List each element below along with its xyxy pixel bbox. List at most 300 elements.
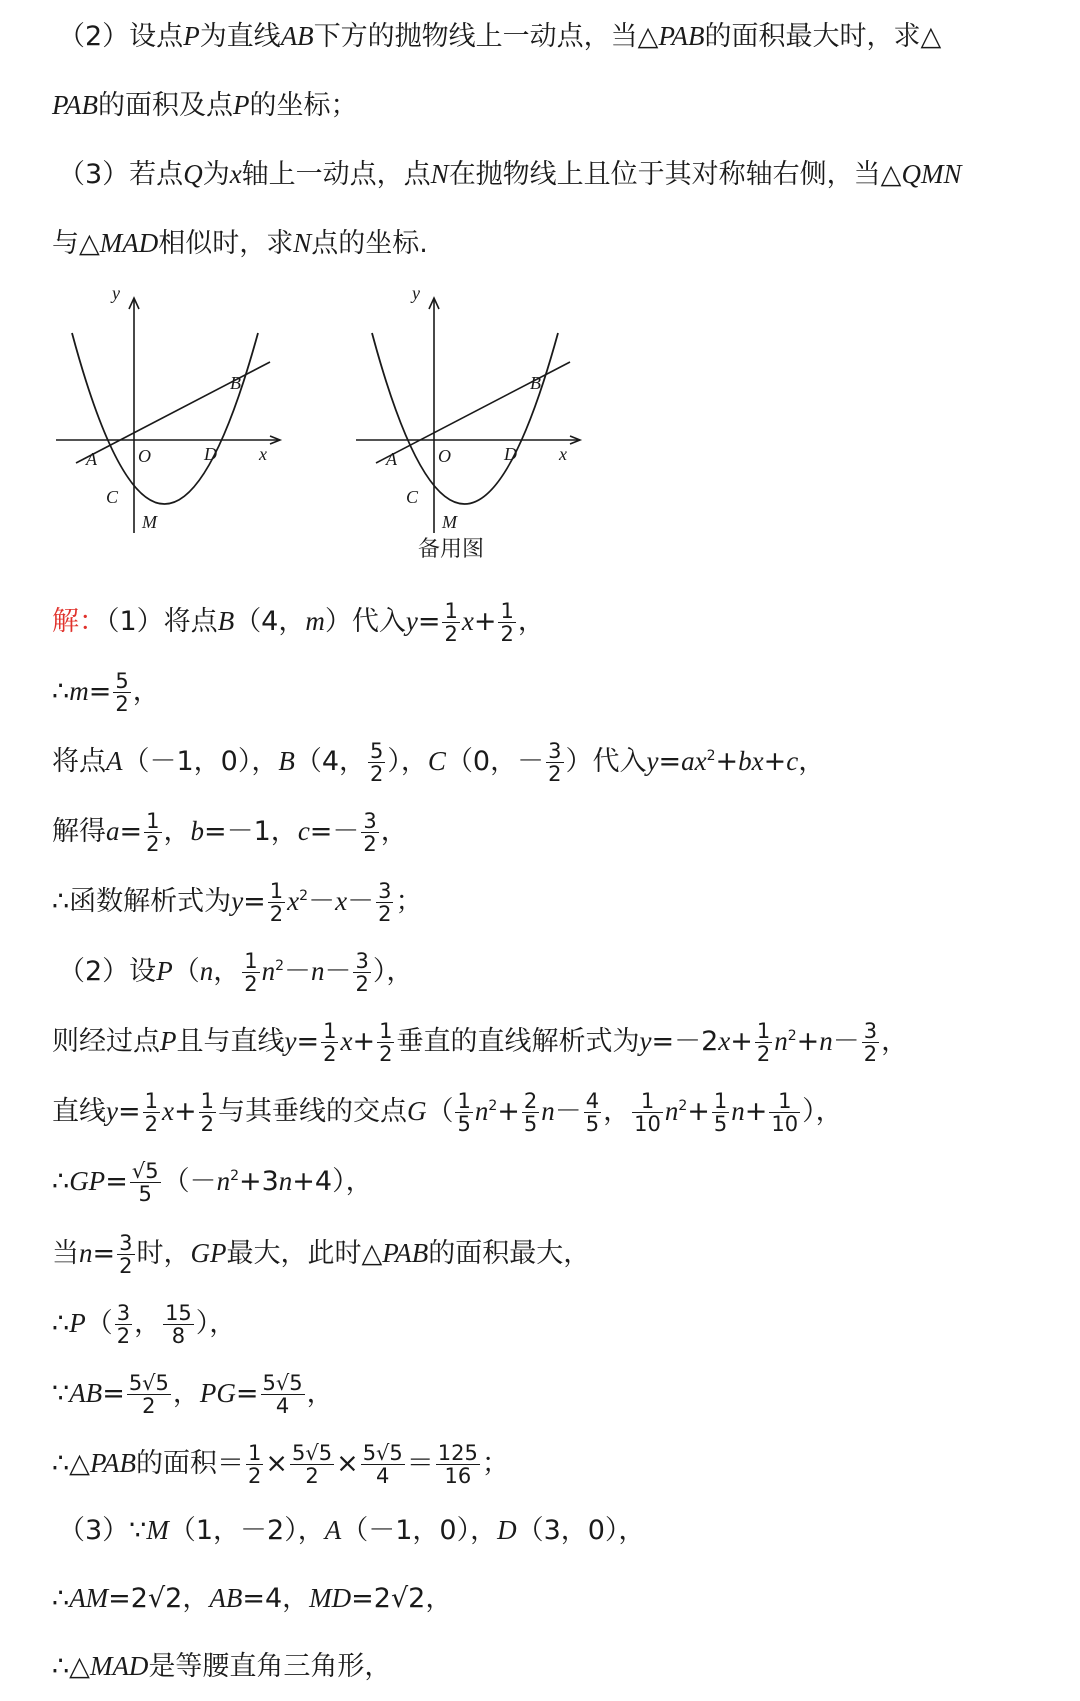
var: n (819, 1026, 833, 1056)
numerator: √5 (131, 1159, 159, 1183)
var: y (231, 886, 244, 916)
text: = (243, 886, 266, 917)
text: ， (798, 746, 826, 777)
var: m (69, 676, 89, 706)
denominator: 4 (275, 1394, 290, 1418)
fraction (546, 740, 563, 785)
fraction (361, 1442, 405, 1487)
var-q: Q (183, 159, 203, 189)
denominator: 2 (247, 1464, 262, 1488)
text: × (336, 1448, 359, 1479)
var: m (305, 606, 325, 636)
text: ； (481, 1448, 509, 1479)
solution-line-8 (52, 1089, 843, 1136)
text: = (658, 746, 682, 777)
label-a: A (86, 449, 97, 469)
fraction (377, 1020, 394, 1065)
solution-line-12 (52, 1371, 334, 1418)
denominator: 2 (355, 972, 369, 996)
fraction (117, 1232, 134, 1277)
var: B (217, 606, 235, 636)
label-x: x (559, 444, 567, 464)
text: 点的坐标. (311, 228, 428, 259)
denominator: 10 (771, 1112, 799, 1136)
text: ∴ (52, 1308, 70, 1339)
numerator: 1 (244, 949, 258, 973)
text: ， (881, 1026, 909, 1057)
fraction (261, 1372, 305, 1417)
solution-line-10 (52, 1231, 591, 1278)
numerator: 3 (116, 1301, 131, 1325)
text: 的面积＝ (135, 1448, 244, 1479)
denominator: 5 (713, 1112, 728, 1136)
denominator: 2 (370, 762, 384, 786)
text: （3，0）， (516, 1515, 646, 1546)
text: 轴上一动点，点 (241, 159, 431, 190)
numerator: 1 (756, 1019, 771, 1043)
numerator: 5√5 (128, 1371, 169, 1395)
text: +3 (238, 1166, 279, 1197)
var: n (474, 1096, 489, 1126)
text: ， (380, 816, 408, 847)
denominator: 8 (171, 1324, 186, 1348)
text: + (715, 746, 739, 777)
numerator: 5 (115, 669, 129, 693)
text: + (796, 1026, 820, 1057)
text: 垂直的直线解析式为 (396, 1026, 640, 1057)
text: =－2 (651, 1026, 719, 1057)
fraction (143, 1090, 160, 1135)
solution-line-11 (52, 1301, 237, 1348)
fraction (353, 950, 370, 995)
text: （－ (162, 1166, 217, 1197)
denominator: 2 (115, 692, 129, 716)
var: n (731, 1096, 745, 1126)
text: ∴函数解析式为 (52, 886, 232, 917)
question-part3-line1 (58, 156, 961, 192)
text: － (308, 886, 336, 917)
text: ， (306, 1378, 334, 1409)
denominator: 2 (119, 1254, 133, 1278)
fraction (632, 1090, 663, 1135)
numerator: 1 (500, 599, 514, 623)
var-p: P (183, 21, 200, 51)
var: c (786, 746, 799, 776)
text: － (283, 956, 311, 987)
text: （ (85, 1308, 113, 1339)
solution-line-5 (52, 879, 423, 926)
text: ∴ (52, 1166, 70, 1197)
text: 下方的抛物线上一动点，当△ (313, 21, 659, 52)
text: ∵ (52, 1378, 70, 1409)
label-d: D (204, 444, 217, 464)
label-d: D (504, 444, 517, 464)
text: ， (603, 1096, 631, 1127)
var: y (405, 606, 418, 636)
denominator: 5 (457, 1112, 471, 1136)
text: = (105, 1166, 128, 1197)
var: n (774, 1026, 788, 1056)
question-part2-line2 (52, 87, 358, 123)
numerator: 1 (769, 1090, 800, 1113)
label-m: M (142, 512, 157, 532)
var: ax (681, 746, 707, 776)
numerator: 3 (378, 879, 392, 903)
text: ∴△ (52, 1651, 90, 1682)
fraction (130, 1160, 161, 1205)
var: P (160, 1026, 177, 1056)
text: （ (426, 1096, 454, 1127)
fraction (127, 1372, 171, 1417)
var: y (646, 746, 659, 776)
var: D (497, 1515, 517, 1545)
text: = (235, 1378, 259, 1409)
solution-line-1 (52, 599, 545, 646)
denominator: 2 (379, 1042, 393, 1066)
solution-line-9 (52, 1159, 373, 1206)
text: － (324, 956, 352, 987)
numerator: 1 (713, 1089, 728, 1113)
var-pab: PAB (52, 90, 98, 120)
text: （－1，0）， (341, 1515, 498, 1546)
denominator: 2 (142, 1394, 156, 1418)
text: － (347, 886, 375, 917)
denominator: 2 (144, 1112, 158, 1136)
var: bx (738, 746, 764, 776)
fraction (498, 600, 515, 645)
var: P (156, 956, 173, 986)
label-c: C (106, 487, 119, 507)
numerator: 3 (548, 739, 562, 763)
var: PAB (89, 1448, 136, 1478)
denominator: 2 (548, 762, 562, 786)
text: ， (163, 816, 191, 847)
text: = (117, 1096, 141, 1127)
text: ）， (372, 956, 414, 987)
figure-caption: 备用图 (418, 537, 485, 562)
text: =－1， (204, 816, 298, 847)
parabola-figure-backup (352, 285, 592, 545)
exponent: 2 (706, 748, 716, 764)
numerator: 1 (200, 1089, 214, 1113)
text: － (832, 1026, 860, 1057)
var: b (190, 816, 204, 846)
text: + (730, 1026, 753, 1057)
parabola-curve (72, 333, 258, 504)
text: ）， (195, 1308, 237, 1339)
var: n (278, 1166, 293, 1196)
numerator: 1 (632, 1090, 663, 1113)
text: ， (172, 1378, 200, 1409)
numerator: 3 (363, 809, 377, 833)
fraction (368, 740, 385, 785)
text: = (296, 1026, 320, 1057)
text: × (265, 1448, 288, 1479)
figure-backup (352, 285, 592, 549)
denominator: 2 (269, 902, 284, 926)
var: GP (190, 1238, 227, 1268)
numerator: 3 (355, 949, 369, 973)
text: 将点 (52, 746, 106, 777)
var: PAB (382, 1238, 429, 1268)
solution-line-3 (52, 739, 826, 786)
text: 的面积及点 (98, 90, 233, 121)
var: M (146, 1515, 169, 1545)
var: n (216, 1166, 231, 1196)
denominator: 2 (363, 832, 377, 856)
var: MAD (89, 1651, 149, 1681)
numerator: 1 (144, 1089, 158, 1113)
denominator: 2 (146, 832, 160, 856)
label-a: A (386, 449, 397, 469)
var: AB (69, 1378, 103, 1408)
text: 时， (136, 1238, 191, 1269)
fraction (321, 1020, 338, 1065)
var: y (284, 1026, 297, 1056)
text: 且与直线 (176, 1026, 285, 1057)
solution-line-16 (52, 1648, 391, 1684)
numerator: 2 (523, 1089, 538, 1113)
var-mad: MAD (99, 228, 159, 258)
fraction (115, 1302, 132, 1347)
var: n (261, 956, 276, 986)
denominator: 2 (323, 1042, 337, 1066)
denominator: 2 (863, 1042, 878, 1066)
var: y (639, 1026, 652, 1056)
var: x (461, 606, 474, 636)
solve-label: 解： (52, 606, 106, 637)
text: （0，－ (445, 746, 545, 777)
fraction (361, 810, 378, 855)
numerator: 1 (444, 599, 458, 623)
figure-main (52, 285, 292, 549)
parabola-curve (372, 333, 558, 504)
var-ab: AB (280, 21, 314, 51)
parabola-figure (52, 285, 292, 545)
text: （1）将点 (106, 606, 218, 637)
var-x: x (229, 159, 242, 189)
label-o: O (138, 446, 151, 466)
numerator: 5√5 (362, 1441, 403, 1465)
text: （4， (294, 746, 367, 777)
fraction (712, 1090, 729, 1135)
text: ， (517, 606, 545, 637)
text: +4）， (292, 1166, 373, 1197)
text: ； (395, 886, 423, 917)
denominator: 2 (116, 1324, 131, 1348)
denominator: 2 (200, 1112, 214, 1136)
exponent: 2 (299, 888, 309, 904)
text: 的面积最大时，求△ (704, 21, 942, 52)
var: x (335, 886, 348, 916)
var-n: N (430, 159, 449, 189)
text: ＝ (406, 1448, 434, 1479)
label-x: x (259, 444, 267, 464)
denominator: 10 (634, 1112, 661, 1136)
var: MD (309, 1583, 352, 1613)
text: 最大，此时△ (226, 1238, 383, 1269)
exponent: 2 (678, 1098, 688, 1114)
denominator: 5 (585, 1112, 600, 1136)
numerator: 1 (269, 879, 284, 903)
text: + (744, 1096, 768, 1127)
denominator: 4 (376, 1464, 390, 1488)
text: = (119, 816, 143, 847)
var: x (287, 886, 300, 916)
text: （1，－2）， (168, 1515, 325, 1546)
fraction (163, 1302, 194, 1347)
var-qmn: QMN (901, 159, 962, 189)
denominator: 2 (444, 622, 458, 646)
text: 解得 (52, 816, 106, 847)
numerator: 3 (863, 1019, 878, 1043)
numerator: 1 (457, 1089, 471, 1113)
solution-line-4 (52, 809, 408, 856)
text: 为 (202, 159, 230, 190)
exponent: 2 (230, 1168, 239, 1184)
text: ∴ (52, 1583, 70, 1614)
exponent: 2 (787, 1028, 797, 1044)
numerator: 5√5 (291, 1441, 333, 1465)
text: ）代入 (565, 746, 647, 777)
text: + (352, 1026, 376, 1057)
text: 与△ (52, 228, 100, 259)
text: 在抛物线上且位于其对称轴右侧，当△ (448, 159, 902, 190)
text: + (173, 1096, 197, 1127)
denominator: 5 (138, 1182, 152, 1206)
var: P (69, 1308, 86, 1338)
fraction (242, 950, 259, 995)
numerator: 5√5 (262, 1371, 303, 1395)
numerator: 1 (146, 809, 160, 833)
solution-line-6 (58, 949, 414, 996)
fraction (268, 880, 285, 925)
var-n: N (293, 228, 312, 258)
var: G (406, 1096, 427, 1126)
text: 为直线 (199, 21, 281, 52)
denominator: 2 (305, 1464, 319, 1488)
denominator: 2 (378, 902, 392, 926)
numerator: 125 (437, 1441, 478, 1465)
text: ， (132, 676, 160, 707)
text: ）， (387, 746, 428, 777)
fraction (246, 1442, 263, 1487)
fraction (290, 1442, 334, 1487)
exponent: 2 (275, 958, 284, 974)
var: B (278, 746, 295, 776)
solution-line-7 (52, 1019, 909, 1066)
question-part3-line2 (52, 225, 428, 261)
var: x (718, 1026, 731, 1056)
denominator: 2 (500, 622, 514, 646)
text: =4， (242, 1583, 310, 1614)
solution-line-15 (52, 1580, 452, 1616)
var: C (427, 746, 446, 776)
label-o: O (438, 446, 451, 466)
numerator: 3 (119, 1231, 133, 1255)
text: = (102, 1378, 125, 1409)
fraction (376, 880, 393, 925)
fraction (144, 810, 161, 855)
var: AM (69, 1583, 109, 1613)
fraction (862, 1020, 879, 1065)
text: （2）设点 (58, 21, 184, 52)
exponent: 2 (488, 1098, 498, 1114)
var-p: P (233, 90, 250, 120)
label-y: y (412, 285, 420, 303)
var: x (340, 1026, 353, 1056)
text: 则经过点 (52, 1026, 160, 1057)
label-b: B (230, 373, 241, 393)
text: ∴△ (52, 1448, 90, 1479)
fraction (755, 1020, 772, 1065)
text: + (687, 1096, 710, 1127)
denominator: 16 (444, 1464, 472, 1488)
numerator: 4 (585, 1089, 600, 1113)
text: （ (172, 956, 200, 987)
text: 是等腰直角三角形， (148, 1651, 392, 1682)
text: 直线 (52, 1096, 106, 1127)
var: A (106, 746, 123, 776)
text: + (473, 606, 497, 637)
fraction (584, 1090, 601, 1135)
fraction (522, 1090, 539, 1135)
label-y: y (112, 285, 120, 303)
text: = (92, 1238, 116, 1269)
fraction (436, 1442, 480, 1487)
var: GP (69, 1166, 106, 1196)
var: n (664, 1096, 679, 1126)
text: =－ (309, 816, 360, 847)
var: x (161, 1096, 174, 1126)
denominator: 2 (756, 1042, 771, 1066)
var: n (541, 1096, 555, 1126)
var: c (297, 816, 310, 846)
var: n (310, 956, 325, 986)
numerator: 1 (247, 1441, 262, 1465)
fraction (455, 1090, 472, 1135)
text: ）代入 (324, 606, 406, 637)
label-m: M (442, 512, 457, 532)
var: n (79, 1238, 93, 1268)
text: =2√2， (351, 1583, 453, 1614)
fraction (113, 670, 130, 715)
numerator: 1 (379, 1019, 393, 1043)
var: A (324, 1515, 342, 1545)
text: （3）若点 (58, 159, 184, 190)
numerator: 1 (323, 1019, 337, 1043)
text: ， (134, 1308, 162, 1339)
fraction (442, 600, 459, 645)
text: （3）∵ (58, 1515, 147, 1546)
text: + (497, 1096, 520, 1127)
var: PG (199, 1378, 236, 1408)
solution-line-13 (52, 1441, 509, 1488)
text: 当 (52, 1238, 79, 1269)
denominator: 2 (244, 972, 258, 996)
text: ∴ (52, 676, 70, 707)
denominator: 5 (523, 1112, 538, 1136)
numerator: 15 (165, 1301, 192, 1325)
fraction (769, 1090, 800, 1135)
solution-line-14 (58, 1512, 645, 1548)
text: （4， (234, 606, 306, 637)
question-part2-line1 (58, 18, 941, 54)
var-pab: PAB (658, 21, 705, 51)
text: 的面积最大， (428, 1238, 591, 1269)
numerator: 5 (370, 739, 384, 763)
text: 与其垂线的交点 (217, 1096, 407, 1127)
